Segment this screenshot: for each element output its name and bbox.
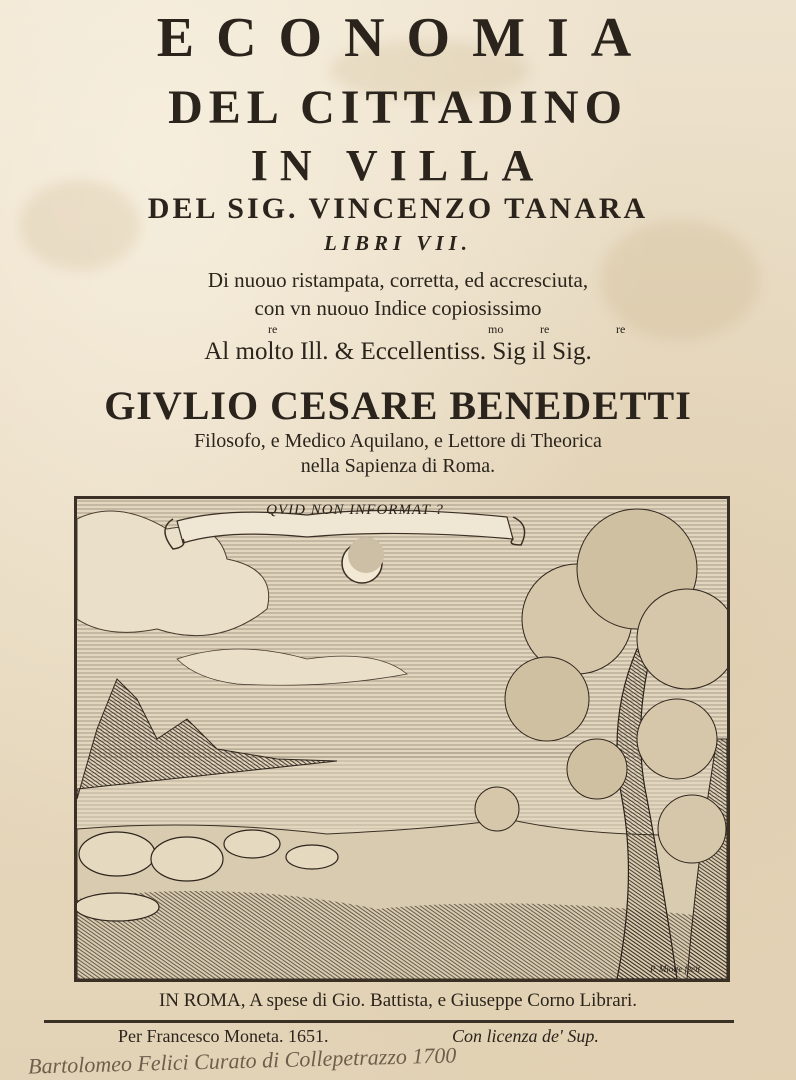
tree-foliage bbox=[505, 657, 589, 741]
printer-line: Per Francesco Moneta. 1651. bbox=[118, 1026, 329, 1046]
superscript: re bbox=[616, 322, 626, 336]
title-line-2: DEL CITTADINO bbox=[168, 81, 628, 134]
rock bbox=[224, 830, 280, 858]
dedication-line: Al molto Ill. & Eccellentiss. Sig il Sig. bbox=[204, 338, 592, 365]
superscript: re bbox=[268, 322, 278, 336]
dedicatee-description-2: nella Sapienza di Roma. bbox=[300, 455, 496, 477]
title-line-3: IN VILLA bbox=[250, 141, 546, 190]
tree-foliage bbox=[637, 699, 717, 779]
tree-foliage bbox=[567, 739, 627, 799]
title-line-1: ECONOMIA bbox=[156, 7, 654, 69]
imprint-line: IN ROMA, A spese di Gio. Battista, e Giuseppe Corno Librari. bbox=[158, 990, 638, 1011]
rock bbox=[79, 832, 155, 876]
licence-line: Con licenza de' Sup. bbox=[452, 1026, 599, 1046]
dedicatee-description-1: Filosofo, e Medico Aquilano, e Lettore di Theorica bbox=[194, 430, 602, 452]
dedicatee-name: GIVLIO CESARE BENEDETTI bbox=[104, 383, 692, 428]
landscape-illustration bbox=[77, 499, 727, 979]
engraver-signature: P. Miotte fecit bbox=[650, 964, 701, 974]
superscript: re bbox=[540, 322, 550, 336]
moon-shadow bbox=[348, 537, 384, 573]
imprint-rule bbox=[44, 1020, 734, 1023]
author-line: DEL SIG. VINCENZO TANARA bbox=[147, 192, 649, 225]
subtitle-line-1: Di nuouo ristampata, corretta, ed accresciuta, bbox=[207, 268, 589, 292]
shrub bbox=[475, 787, 519, 831]
superscript: mo bbox=[488, 322, 504, 336]
books-line: LIBRI VII. bbox=[323, 231, 473, 255]
engraved-vignette bbox=[74, 496, 730, 982]
subtitle-line-2: con vn nuouo Indice copiosissimo bbox=[254, 296, 542, 320]
rock bbox=[151, 837, 223, 881]
shrub bbox=[658, 795, 726, 863]
rock bbox=[286, 845, 338, 869]
manuscript-inscription: Bartolomeo Felici Curato di Collepetrazzo 1700 bbox=[27, 1042, 457, 1079]
rock bbox=[77, 893, 159, 921]
superscript-row bbox=[0, 322, 796, 338]
engraving-motto: QVID NON INFORMAT ? bbox=[266, 502, 444, 518]
